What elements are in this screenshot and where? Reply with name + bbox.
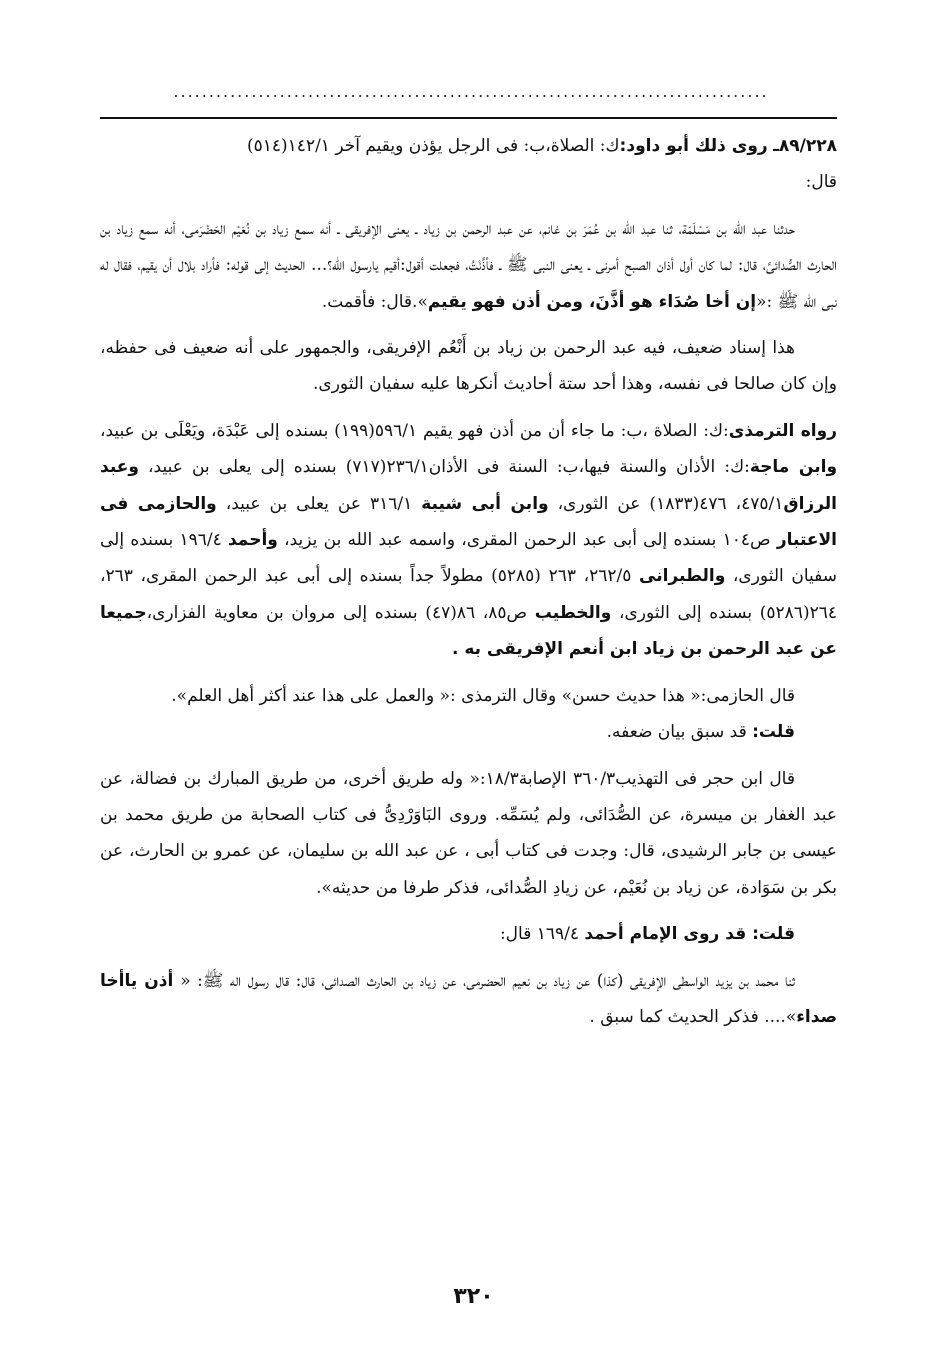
- isnad-assessment-text: هذا إسناد ضعيف، فيه عبد الرحمن بن زياد بن أَنْعُم الإفريقى، والجمهور على أنه ضعيف فى حفظه، وإن كان صالحا فى نفسه، وهذا أحد ستة أحاديث أنكرها عليه سفيان الثورى.: [100, 338, 837, 395]
- ibn-hajar-paragraph: [100, 761, 837, 907]
- qultu-label-2: قلت: قد روى الإمام أحمد: [584, 924, 795, 945]
- hadith-qala: قال:: [805, 172, 837, 193]
- takhrij-conclusion: جميعا عن عبد الرحمن بن زياد ابن أنعم الإفريقى به .: [100, 602, 837, 660]
- ahmad-narration-paragraph: [100, 963, 837, 1036]
- hadith-heading: [100, 128, 837, 201]
- takhrij-ibn-abi-shaybah: وابن أبى شيبة: [421, 493, 549, 514]
- page-body: [100, 128, 837, 1035]
- ahmad-narration-part-2: ».... فذكر الحديث كما سبق .: [589, 1006, 797, 1027]
- qultu-text-2: ١٦٩/٤ قال:: [499, 924, 585, 945]
- ahmad-narration-part-1: ثنا محمد بن يزيد الواسطى الإفريقى (كذا) عن زياد بن نعيم الحضرمى، عن زياد بن الحارث الصدائى، قال: قال رسول اله ﷺ: «: [180, 970, 795, 991]
- takhrij-khatib: والخطيب: [534, 602, 612, 623]
- ibn-hajar-text: قال ابن حجر فى التهذيب٣٦٠/٣ الإصابة١٨/٣:« وله طريق أخرى، من طريق المبارك بن فضالة، عن عبد الغفار بن ميسرة، عن الصُّدَائى، ولم يُسَمِّه. وروى البَاوَرْدِىُّ فى كتاب الصحابة من طريق محمد بن عيسى بن جابر الرشيدى، قال: وجدت فى كتاب أبى ، عن عبد الله بن سليمان، عن عمرو بن الحارث، عن بكر بن سَوَادة، عن زياد بن نُعَيْم، عن زيادِ الصُّدائى، فذكر طرفا من حديثه».: [100, 768, 837, 898]
- hadith-text-paragraph: [100, 211, 837, 320]
- hadith-source-bold: روى ذلك أبو داود:: [619, 136, 768, 156]
- takhrij-text-8: ص٨٥، ٨٦(٤٧) بسنده إلى مروان بن معاوية الفزارى،: [146, 602, 535, 623]
- takhrij-text-4: ٣١٦/١ عن يعلى بن عبيد،: [216, 493, 422, 514]
- takhrij-text-3: ٤٧٥/١، ٤٧٦(١٨٣٣) عن الثورى،: [548, 493, 784, 514]
- takhrij-text-5: ص١٠٤ بسنده إلى أبى عبد الرحمن المقرى، واسمه عبد الله بن يزيد،: [277, 530, 777, 551]
- header-rule: [100, 117, 837, 119]
- takhrij-tirmidhi: رواه الترمذى: [728, 420, 837, 441]
- hadith-text-bold: إن أخا صُدَاء هو أذَّنَ، ومن أذن فهو يقيم: [427, 291, 757, 312]
- takhrij-hazimi: والحازمى فى الاعتبار: [100, 493, 837, 551]
- takhrij-tabarani: والطبرانى: [639, 566, 726, 587]
- takhrij-text-6: ١٩٦/٤ بسنده إلى سفيان الثورى،: [100, 530, 838, 587]
- header-dotted-line: ....................................................................................: [173, 82, 769, 101]
- takhrij-paragraph: [100, 413, 837, 668]
- hadith-text-part-1: حدثنا عبد الله بن مَسْلَمَة، ثنا عبد الله بن عُمَرَ بن غانم، عن عبد الرحمن بن زياد ـ يعنى الإفريقى ـ أنه سمع زياد بن نُعَيْم الحَضْرَمى، أنه سمع زياد بن الحارث الصُّدائىَّ، قال: لما كان أول أذان الصبح أمرنى ـ يعنى النبى ﷺ ـ فأذَّنْتُ، فجعلت أقول:أقيم يارسول الله؟... الحديث إلى قوله: فأراد بلال أن يقيم، فقال له نبى الله ﷺ :«: [100, 218, 837, 312]
- qultu-paragraph-2: [100, 916, 837, 952]
- hazimi-tirmidhi-quote: [100, 678, 837, 714]
- takhrij-text-2: :ك: الأذان والسنة فيها،ب: السنة فى الأذان٢٣٦/١(٧١٧) بسنده إلى يعلى بن عبيد،: [138, 457, 750, 478]
- ahmad-narration-bold: أذن ياأخا صداء: [100, 970, 837, 1027]
- page-number: ٣٢٠: [453, 1284, 494, 1309]
- qultu-paragraph-1: [100, 714, 837, 750]
- hazimi-tirmidhi-text: قال الحازمى:« هذا حديث حسن» وقال الترمذى :« والعمل على هذا عند أكثر أهل العلم».: [171, 685, 795, 706]
- hadith-text-part-2: ».قال: فأقمت.: [321, 291, 428, 312]
- takhrij-ibn-majah: وابن ماجة: [749, 457, 838, 478]
- hadith-number: ٨٩/٢٢٨ـ: [773, 136, 837, 156]
- takhrij-abd-al-razzaq: وعبد الرزاق: [100, 457, 837, 514]
- takhrij-text-7: ٢٦٢/٥، ٢٦٣ (٥٢٨٥) مطولاً جداً بسنده إلى أبى عبد الرحمن المقرى، ٢٦٣، ٢٦٤(٥٢٨٦) بسنده إلى الثورى،: [100, 566, 837, 623]
- qultu-label-1: قلت:: [752, 722, 795, 743]
- qultu-text-1: قد سبق بيان ضعفه.: [606, 722, 753, 743]
- takhrij-ahmad: وأحمد: [227, 530, 278, 551]
- isnad-assessment-paragraph: [100, 330, 837, 403]
- takhrij-text-1: :ك: الصلاة ،ب: ما جاء أن من أذن فهو يقيم ٥٩٦/١(١٩٩) بسنده إلى عَبْدَة، ويَعْلَى بن عبيد،: [100, 420, 729, 441]
- hadith-source-ref: ك: الصلاة،ب: فى الرجل يؤذن ويقيم آخر ١٤٢/١(٥١٤): [246, 136, 620, 156]
